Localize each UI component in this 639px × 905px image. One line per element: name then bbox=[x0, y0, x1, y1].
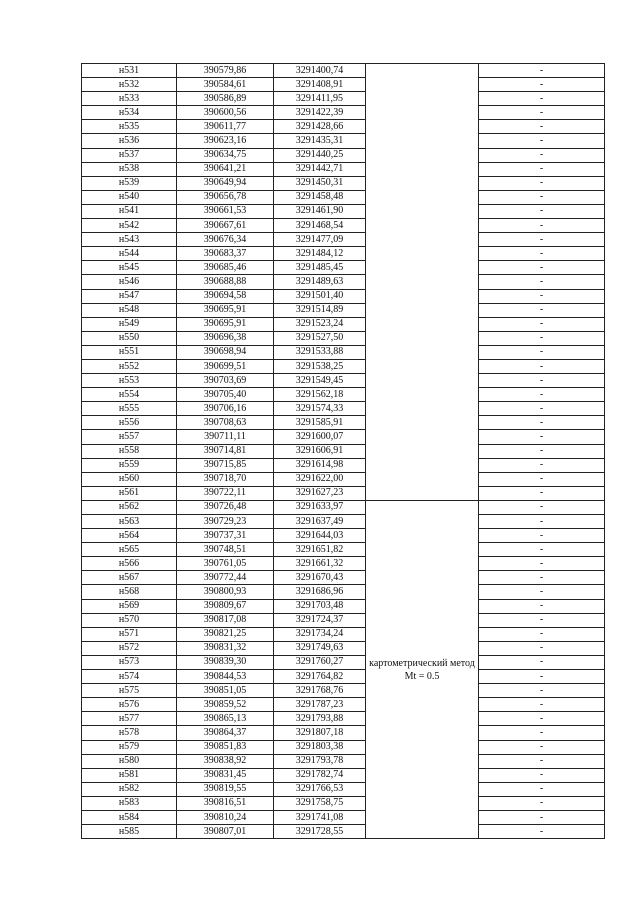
table-row bbox=[82, 458, 605, 472]
table-row bbox=[82, 599, 605, 613]
note-cell: - bbox=[479, 515, 605, 529]
point-id-cell: н560 bbox=[82, 472, 177, 486]
x-coordinate-cell: 390579,86 bbox=[177, 64, 274, 78]
note-cell: - bbox=[479, 233, 605, 247]
table-row bbox=[82, 247, 605, 261]
point-id-cell: н578 bbox=[82, 726, 177, 740]
note-cell: - bbox=[479, 641, 605, 655]
point-id-cell: н556 bbox=[82, 416, 177, 430]
table-row bbox=[82, 500, 605, 514]
x-coordinate-cell: 390695,91 bbox=[177, 303, 274, 317]
table-row bbox=[82, 472, 605, 486]
table-row bbox=[82, 515, 605, 529]
table-row bbox=[82, 345, 605, 359]
x-coordinate-cell: 390584,61 bbox=[177, 78, 274, 92]
x-coordinate-cell: 390699,51 bbox=[177, 359, 274, 373]
point-id-cell: н574 bbox=[82, 670, 177, 684]
table-row bbox=[82, 374, 605, 388]
table-row bbox=[82, 92, 605, 106]
coordinates-table-body bbox=[82, 64, 605, 839]
x-coordinate-cell: 390831,45 bbox=[177, 768, 274, 782]
point-id-cell: н554 bbox=[82, 388, 177, 402]
note-cell: - bbox=[479, 825, 605, 839]
table-row bbox=[82, 486, 605, 500]
x-coordinate-cell: 390706,16 bbox=[177, 402, 274, 416]
y-coordinate-cell: 3291766,53 bbox=[274, 782, 366, 796]
y-coordinate-cell: 3291533,88 bbox=[274, 345, 366, 359]
note-cell: - bbox=[479, 585, 605, 599]
point-id-cell: н571 bbox=[82, 627, 177, 641]
note-cell: - bbox=[479, 275, 605, 289]
table-row bbox=[82, 134, 605, 148]
y-coordinate-cell: 3291450,31 bbox=[274, 176, 366, 190]
point-id-cell: н585 bbox=[82, 825, 177, 839]
point-id-cell: н563 bbox=[82, 515, 177, 529]
point-id-cell: н551 bbox=[82, 345, 177, 359]
x-coordinate-cell: 390708,63 bbox=[177, 416, 274, 430]
y-coordinate-cell: 3291523,24 bbox=[274, 317, 366, 331]
table-row bbox=[82, 148, 605, 162]
x-coordinate-cell: 390611,77 bbox=[177, 120, 274, 134]
table-row bbox=[82, 613, 605, 627]
point-id-cell: н584 bbox=[82, 810, 177, 824]
table-row bbox=[82, 388, 605, 402]
point-id-cell: н575 bbox=[82, 684, 177, 698]
table-row bbox=[82, 289, 605, 303]
y-coordinate-cell: 3291768,76 bbox=[274, 684, 366, 698]
table-row bbox=[82, 444, 605, 458]
x-coordinate-cell: 390715,85 bbox=[177, 458, 274, 472]
point-id-cell: н580 bbox=[82, 754, 177, 768]
y-coordinate-cell: 3291803,38 bbox=[274, 740, 366, 754]
note-cell: - bbox=[479, 810, 605, 824]
table-row bbox=[82, 670, 605, 684]
table-row bbox=[82, 176, 605, 190]
table-row bbox=[82, 810, 605, 824]
point-id-cell: н561 bbox=[82, 486, 177, 500]
point-id-cell: н569 bbox=[82, 599, 177, 613]
x-coordinate-cell: 390722,11 bbox=[177, 486, 274, 500]
note-cell: - bbox=[479, 402, 605, 416]
x-coordinate-cell: 390695,91 bbox=[177, 317, 274, 331]
y-coordinate-cell: 3291749,63 bbox=[274, 641, 366, 655]
table-row bbox=[82, 120, 605, 134]
y-coordinate-cell: 3291728,55 bbox=[274, 825, 366, 839]
x-coordinate-cell: 390831,32 bbox=[177, 641, 274, 655]
x-coordinate-cell: 390838,92 bbox=[177, 754, 274, 768]
note-cell: - bbox=[479, 134, 605, 148]
point-id-cell: н539 bbox=[82, 176, 177, 190]
y-coordinate-cell: 3291585,91 bbox=[274, 416, 366, 430]
table-row bbox=[82, 684, 605, 698]
point-id-cell: н565 bbox=[82, 543, 177, 557]
x-coordinate-cell: 390851,83 bbox=[177, 740, 274, 754]
note-cell: - bbox=[479, 726, 605, 740]
table-row bbox=[82, 641, 605, 655]
note-cell: - bbox=[479, 571, 605, 585]
table-row bbox=[82, 275, 605, 289]
x-coordinate-cell: 390703,69 bbox=[177, 374, 274, 388]
y-coordinate-cell: 3291782,74 bbox=[274, 768, 366, 782]
note-cell: - bbox=[479, 388, 605, 402]
x-coordinate-cell: 390676,34 bbox=[177, 233, 274, 247]
point-id-cell: н558 bbox=[82, 444, 177, 458]
note-cell: - bbox=[479, 698, 605, 712]
point-id-cell: н550 bbox=[82, 331, 177, 345]
y-coordinate-cell: 3291661,32 bbox=[274, 557, 366, 571]
x-coordinate-cell: 390772,44 bbox=[177, 571, 274, 585]
y-coordinate-cell: 3291651,82 bbox=[274, 543, 366, 557]
note-cell: - bbox=[479, 684, 605, 698]
table-row bbox=[82, 726, 605, 740]
point-id-cell: н573 bbox=[82, 655, 177, 669]
y-coordinate-cell: 3291703,48 bbox=[274, 599, 366, 613]
note-cell: - bbox=[479, 754, 605, 768]
x-coordinate-cell: 390807,01 bbox=[177, 825, 274, 839]
point-id-cell: н544 bbox=[82, 247, 177, 261]
y-coordinate-cell: 3291489,63 bbox=[274, 275, 366, 289]
table-row bbox=[82, 106, 605, 120]
x-coordinate-cell: 390634,75 bbox=[177, 148, 274, 162]
point-id-cell: н541 bbox=[82, 204, 177, 218]
y-coordinate-cell: 3291440,25 bbox=[274, 148, 366, 162]
x-coordinate-cell: 390844,53 bbox=[177, 670, 274, 684]
table-row bbox=[82, 796, 605, 810]
table-row bbox=[82, 359, 605, 373]
table-row bbox=[82, 416, 605, 430]
note-cell: - bbox=[479, 359, 605, 373]
table-row bbox=[82, 543, 605, 557]
note-cell: - bbox=[479, 486, 605, 500]
y-coordinate-cell: 3291501,40 bbox=[274, 289, 366, 303]
note-cell: - bbox=[479, 64, 605, 78]
x-coordinate-cell: 390600,56 bbox=[177, 106, 274, 120]
note-cell: - bbox=[479, 78, 605, 92]
y-coordinate-cell: 3291787,23 bbox=[274, 698, 366, 712]
x-coordinate-cell: 390819,55 bbox=[177, 782, 274, 796]
x-coordinate-cell: 390586,89 bbox=[177, 92, 274, 106]
note-cell: - bbox=[479, 331, 605, 345]
y-coordinate-cell: 3291400,74 bbox=[274, 64, 366, 78]
note-cell: - bbox=[479, 247, 605, 261]
note-cell: - bbox=[479, 557, 605, 571]
y-coordinate-cell: 3291606,91 bbox=[274, 444, 366, 458]
note-cell: - bbox=[479, 120, 605, 134]
x-coordinate-cell: 390656,78 bbox=[177, 190, 274, 204]
y-coordinate-cell: 3291644,03 bbox=[274, 529, 366, 543]
x-coordinate-cell: 390816,51 bbox=[177, 796, 274, 810]
note-cell: - bbox=[479, 543, 605, 557]
note-cell: - bbox=[479, 92, 605, 106]
x-coordinate-cell: 390694,58 bbox=[177, 289, 274, 303]
x-coordinate-cell: 390649,94 bbox=[177, 176, 274, 190]
y-coordinate-cell: 3291807,18 bbox=[274, 726, 366, 740]
x-coordinate-cell: 390817,08 bbox=[177, 613, 274, 627]
point-id-cell: н568 bbox=[82, 585, 177, 599]
y-coordinate-cell: 3291428,66 bbox=[274, 120, 366, 134]
table-row bbox=[82, 303, 605, 317]
note-cell: - bbox=[479, 768, 605, 782]
table-row bbox=[82, 557, 605, 571]
point-id-cell: н559 bbox=[82, 458, 177, 472]
x-coordinate-cell: 390761,05 bbox=[177, 557, 274, 571]
point-id-cell: н540 bbox=[82, 190, 177, 204]
table-row bbox=[82, 402, 605, 416]
note-cell: - bbox=[479, 444, 605, 458]
x-coordinate-cell: 390810,24 bbox=[177, 810, 274, 824]
note-cell: - bbox=[479, 317, 605, 331]
x-coordinate-cell: 390688,88 bbox=[177, 275, 274, 289]
point-id-cell: н547 bbox=[82, 289, 177, 303]
table-row bbox=[82, 571, 605, 585]
y-coordinate-cell: 3291614,98 bbox=[274, 458, 366, 472]
x-coordinate-cell: 390661,53 bbox=[177, 204, 274, 218]
x-coordinate-cell: 390809,67 bbox=[177, 599, 274, 613]
y-coordinate-cell: 3291411,95 bbox=[274, 92, 366, 106]
point-id-cell: н537 bbox=[82, 148, 177, 162]
point-id-cell: н579 bbox=[82, 740, 177, 754]
note-cell: - bbox=[479, 430, 605, 444]
x-coordinate-cell: 390748,51 bbox=[177, 543, 274, 557]
table-row bbox=[82, 261, 605, 275]
table-row bbox=[82, 655, 605, 669]
y-coordinate-cell: 3291562,18 bbox=[274, 388, 366, 402]
y-coordinate-cell: 3291468,54 bbox=[274, 219, 366, 233]
y-coordinate-cell: 3291538,25 bbox=[274, 359, 366, 373]
x-coordinate-cell: 390859,52 bbox=[177, 698, 274, 712]
x-coordinate-cell: 390698,94 bbox=[177, 345, 274, 359]
point-id-cell: н548 bbox=[82, 303, 177, 317]
note-cell: - bbox=[479, 219, 605, 233]
note-cell: - bbox=[479, 472, 605, 486]
table-row bbox=[82, 430, 605, 444]
y-coordinate-cell: 3291670,43 bbox=[274, 571, 366, 585]
note-cell: - bbox=[479, 458, 605, 472]
y-coordinate-cell: 3291485,45 bbox=[274, 261, 366, 275]
x-coordinate-cell: 390623,16 bbox=[177, 134, 274, 148]
x-coordinate-cell: 390865,13 bbox=[177, 712, 274, 726]
point-id-cell: н566 bbox=[82, 557, 177, 571]
note-cell: - bbox=[479, 204, 605, 218]
point-id-cell: н576 bbox=[82, 698, 177, 712]
note-cell: - bbox=[479, 529, 605, 543]
x-coordinate-cell: 390737,31 bbox=[177, 529, 274, 543]
y-coordinate-cell: 3291741,08 bbox=[274, 810, 366, 824]
table-row bbox=[82, 782, 605, 796]
point-id-cell: н557 bbox=[82, 430, 177, 444]
y-coordinate-cell: 3291514,89 bbox=[274, 303, 366, 317]
note-cell: - bbox=[479, 782, 605, 796]
y-coordinate-cell: 3291408,91 bbox=[274, 78, 366, 92]
x-coordinate-cell: 390696,38 bbox=[177, 331, 274, 345]
point-id-cell: н546 bbox=[82, 275, 177, 289]
point-id-cell: н564 bbox=[82, 529, 177, 543]
note-cell: - bbox=[479, 148, 605, 162]
x-coordinate-cell: 390685,46 bbox=[177, 261, 274, 275]
note-cell: - bbox=[479, 106, 605, 120]
note-cell: - bbox=[479, 176, 605, 190]
table-row bbox=[82, 317, 605, 331]
point-id-cell: н570 bbox=[82, 613, 177, 627]
y-coordinate-cell: 3291435,31 bbox=[274, 134, 366, 148]
note-cell: - bbox=[479, 261, 605, 275]
y-coordinate-cell: 3291637,49 bbox=[274, 515, 366, 529]
x-coordinate-cell: 390800,93 bbox=[177, 585, 274, 599]
point-id-cell: н562 bbox=[82, 500, 177, 514]
point-id-cell: н581 bbox=[82, 768, 177, 782]
point-id-cell: н553 bbox=[82, 374, 177, 388]
y-coordinate-cell: 3291442,71 bbox=[274, 162, 366, 176]
table-row bbox=[82, 754, 605, 768]
table-row bbox=[82, 585, 605, 599]
y-coordinate-cell: 3291734,24 bbox=[274, 627, 366, 641]
y-coordinate-cell: 3291764,82 bbox=[274, 670, 366, 684]
y-coordinate-cell: 3291422,39 bbox=[274, 106, 366, 120]
point-id-cell: н536 bbox=[82, 134, 177, 148]
point-id-cell: н545 bbox=[82, 261, 177, 275]
note-cell: - bbox=[479, 289, 605, 303]
method-cell: картометрический метод Mt = 0.5 bbox=[366, 500, 479, 838]
point-id-cell: н577 bbox=[82, 712, 177, 726]
table-row bbox=[82, 219, 605, 233]
method-cell bbox=[366, 64, 479, 501]
x-coordinate-cell: 390705,40 bbox=[177, 388, 274, 402]
point-id-cell: н534 bbox=[82, 106, 177, 120]
x-coordinate-cell: 390726,48 bbox=[177, 500, 274, 514]
x-coordinate-cell: 390718,70 bbox=[177, 472, 274, 486]
table-row bbox=[82, 190, 605, 204]
note-cell: - bbox=[479, 740, 605, 754]
x-coordinate-cell: 390851,05 bbox=[177, 684, 274, 698]
note-cell: - bbox=[479, 345, 605, 359]
table-row bbox=[82, 627, 605, 641]
note-cell: - bbox=[479, 627, 605, 641]
x-coordinate-cell: 390821,25 bbox=[177, 627, 274, 641]
note-cell: - bbox=[479, 613, 605, 627]
y-coordinate-cell: 3291793,78 bbox=[274, 754, 366, 768]
y-coordinate-cell: 3291793,88 bbox=[274, 712, 366, 726]
note-cell: - bbox=[479, 796, 605, 810]
y-coordinate-cell: 3291574,33 bbox=[274, 402, 366, 416]
table-row bbox=[82, 204, 605, 218]
point-id-cell: н542 bbox=[82, 219, 177, 233]
note-cell: - bbox=[479, 500, 605, 514]
y-coordinate-cell: 3291758,75 bbox=[274, 796, 366, 810]
y-coordinate-cell: 3291633,97 bbox=[274, 500, 366, 514]
point-id-cell: н533 bbox=[82, 92, 177, 106]
y-coordinate-cell: 3291484,12 bbox=[274, 247, 366, 261]
point-id-cell: н532 bbox=[82, 78, 177, 92]
x-coordinate-cell: 390839,30 bbox=[177, 655, 274, 669]
note-cell: - bbox=[479, 190, 605, 204]
point-id-cell: н549 bbox=[82, 317, 177, 331]
table-row bbox=[82, 233, 605, 247]
x-coordinate-cell: 390711,11 bbox=[177, 430, 274, 444]
y-coordinate-cell: 3291760,27 bbox=[274, 655, 366, 669]
table-row bbox=[82, 825, 605, 839]
x-coordinate-cell: 390714,81 bbox=[177, 444, 274, 458]
point-id-cell: н555 bbox=[82, 402, 177, 416]
note-cell: - bbox=[479, 303, 605, 317]
x-coordinate-cell: 390864,37 bbox=[177, 726, 274, 740]
y-coordinate-cell: 3291549,45 bbox=[274, 374, 366, 388]
table-row bbox=[82, 712, 605, 726]
y-coordinate-cell: 3291600,07 bbox=[274, 430, 366, 444]
point-id-cell: н543 bbox=[82, 233, 177, 247]
y-coordinate-cell: 3291458,48 bbox=[274, 190, 366, 204]
x-coordinate-cell: 390641,21 bbox=[177, 162, 274, 176]
point-id-cell: н535 bbox=[82, 120, 177, 134]
note-cell: - bbox=[479, 712, 605, 726]
table-row bbox=[82, 64, 605, 78]
note-cell: - bbox=[479, 599, 605, 613]
y-coordinate-cell: 3291622,00 bbox=[274, 472, 366, 486]
y-coordinate-cell: 3291686,96 bbox=[274, 585, 366, 599]
table-row bbox=[82, 331, 605, 345]
table-row bbox=[82, 162, 605, 176]
point-id-cell: н567 bbox=[82, 571, 177, 585]
y-coordinate-cell: 3291724,37 bbox=[274, 613, 366, 627]
point-id-cell: н552 bbox=[82, 359, 177, 373]
note-cell: - bbox=[479, 655, 605, 669]
note-cell: - bbox=[479, 670, 605, 684]
point-id-cell: н538 bbox=[82, 162, 177, 176]
table-row bbox=[82, 529, 605, 543]
table-row bbox=[82, 698, 605, 712]
point-id-cell: н531 bbox=[82, 64, 177, 78]
y-coordinate-cell: 3291461,90 bbox=[274, 204, 366, 218]
note-cell: - bbox=[479, 162, 605, 176]
point-id-cell: н582 bbox=[82, 782, 177, 796]
x-coordinate-cell: 390683,37 bbox=[177, 247, 274, 261]
point-id-cell: н572 bbox=[82, 641, 177, 655]
note-cell: - bbox=[479, 416, 605, 430]
y-coordinate-cell: 3291627,23 bbox=[274, 486, 366, 500]
point-id-cell: н583 bbox=[82, 796, 177, 810]
y-coordinate-cell: 3291477,09 bbox=[274, 233, 366, 247]
table-row bbox=[82, 78, 605, 92]
table-row bbox=[82, 740, 605, 754]
x-coordinate-cell: 390729,23 bbox=[177, 515, 274, 529]
coordinates-table bbox=[81, 63, 605, 839]
table-row bbox=[82, 768, 605, 782]
x-coordinate-cell: 390667,61 bbox=[177, 219, 274, 233]
y-coordinate-cell: 3291527,50 bbox=[274, 331, 366, 345]
note-cell: - bbox=[479, 374, 605, 388]
